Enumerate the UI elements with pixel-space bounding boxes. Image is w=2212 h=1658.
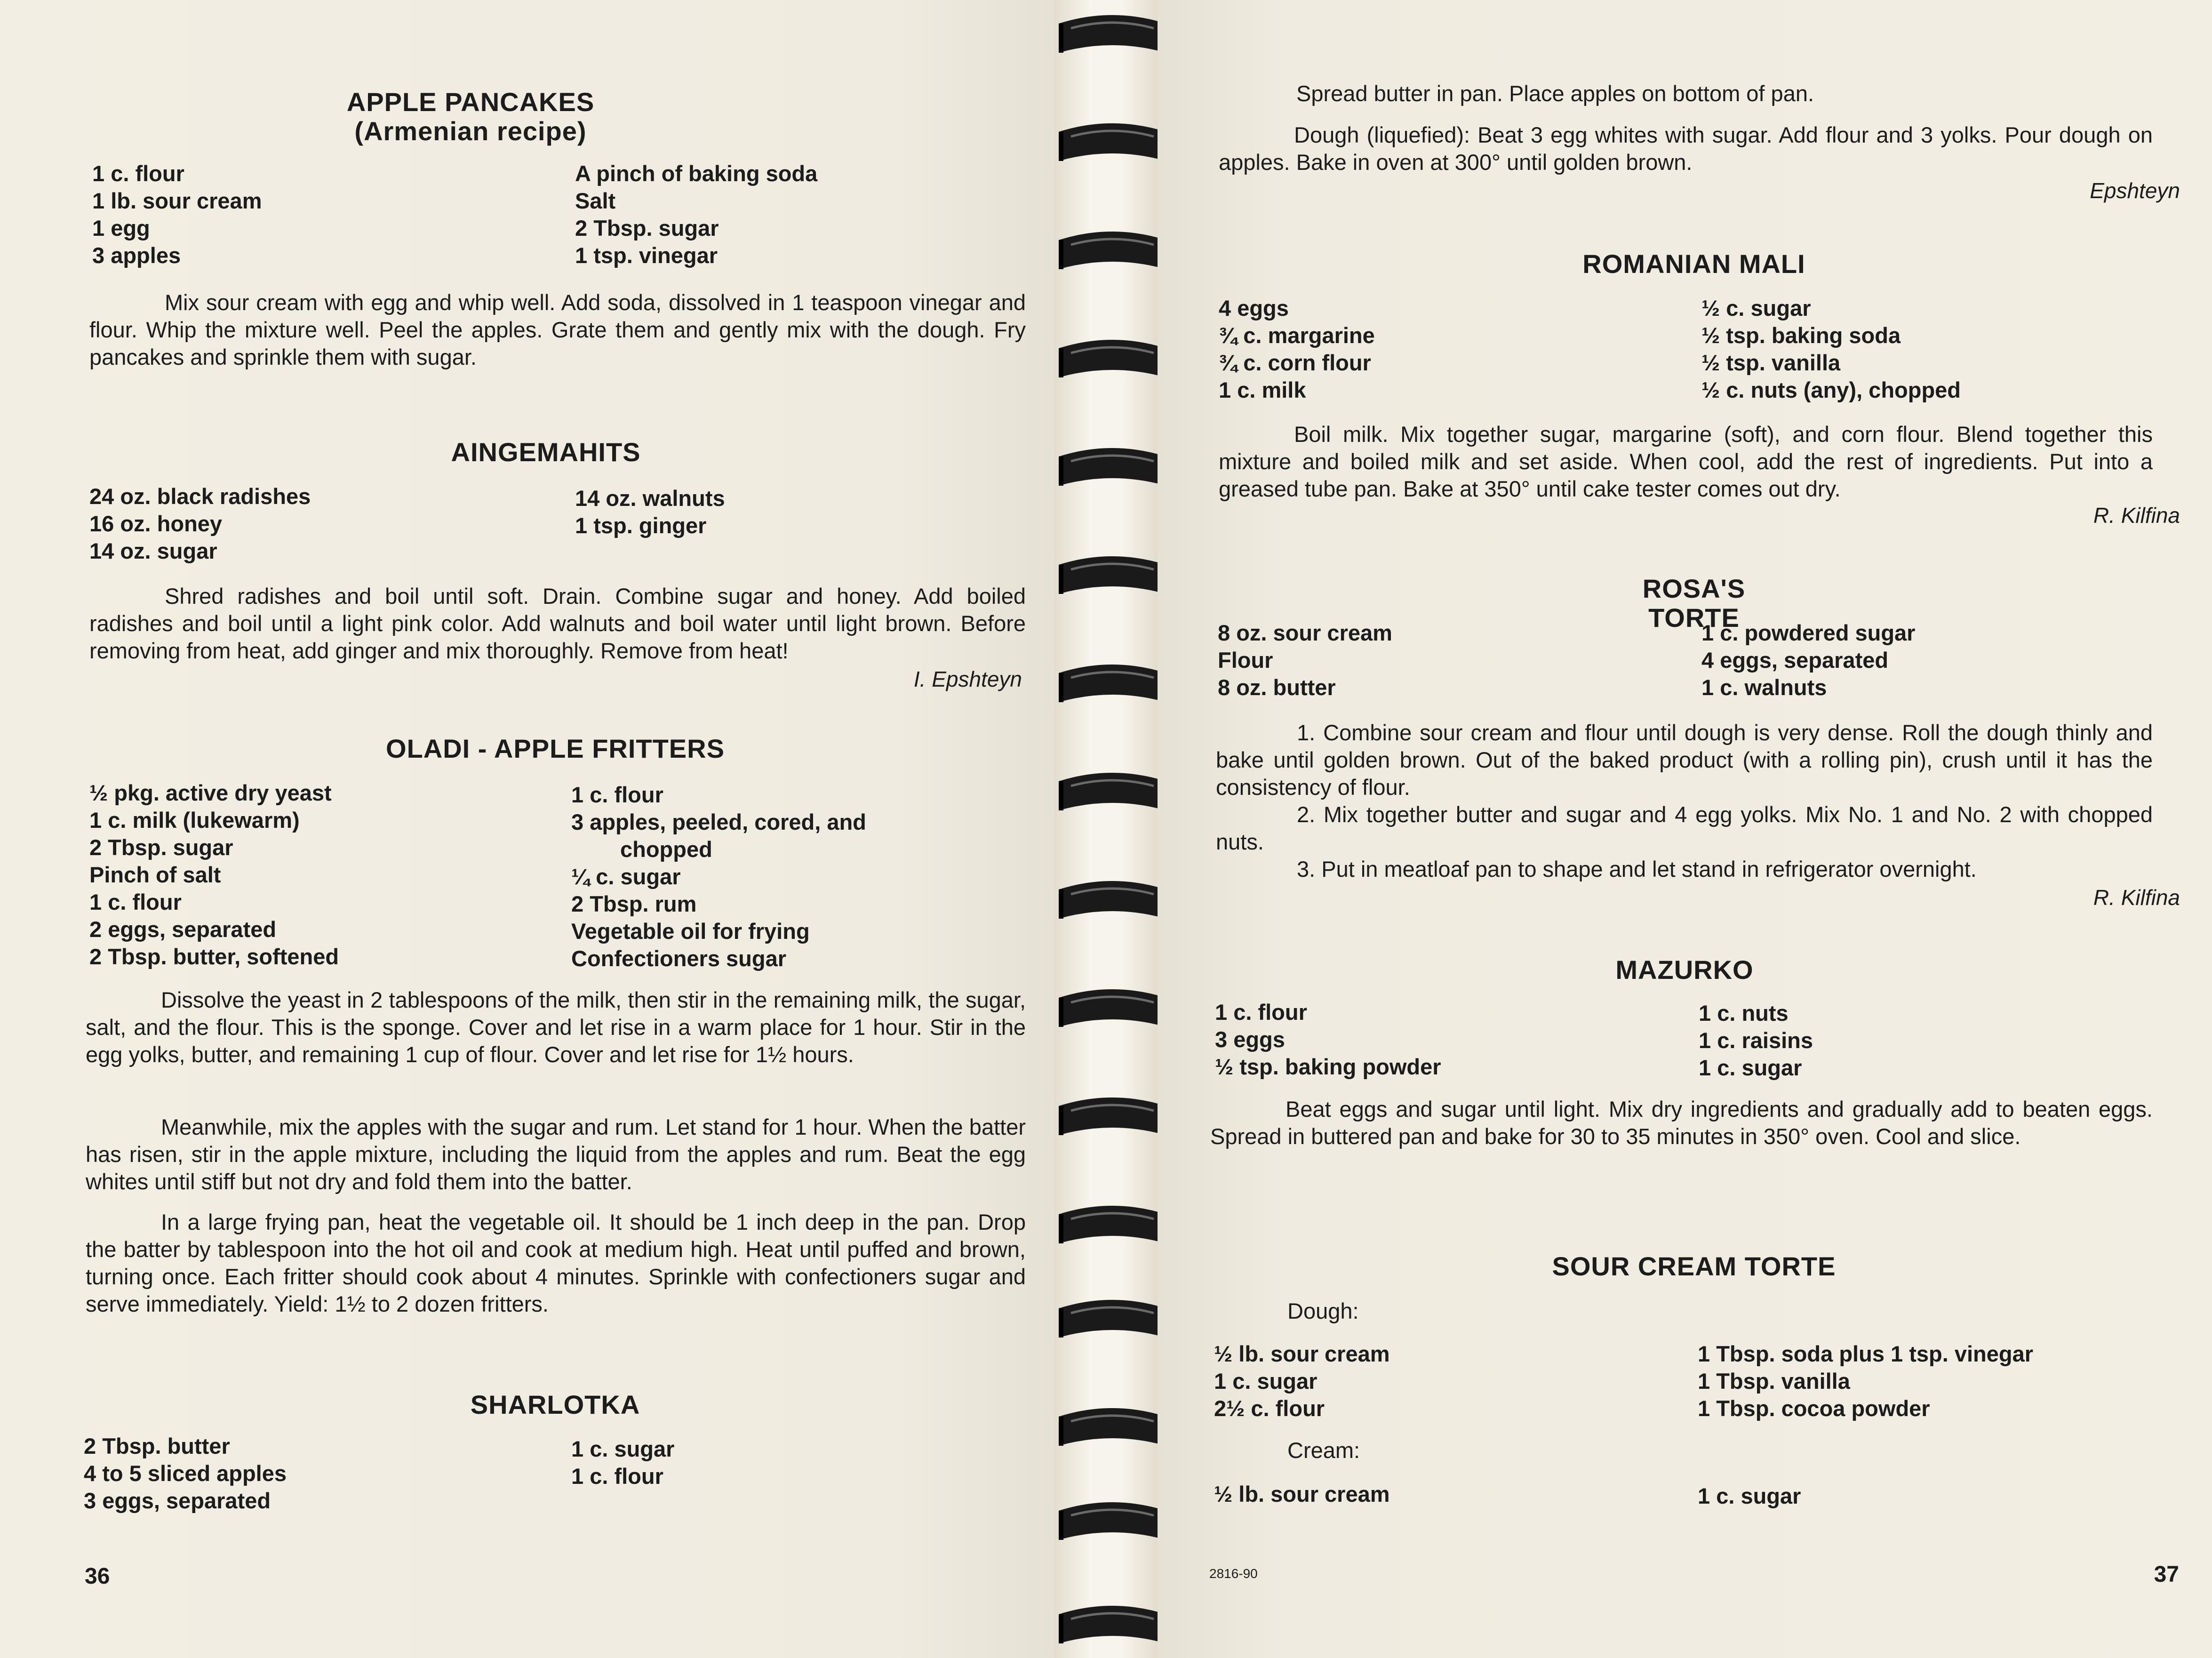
ingredient-item: 2 Tbsp. butter, softened — [89, 944, 339, 969]
directions-text: Shred radishes and boil until soft. Drain. Combine sugar and honey. Add boiled radishes and boil until a light pink color. Add walnuts and boil water until light brown. Before removing from heat, add ginger and mix thoroughly. Remove from heat! — [89, 584, 1026, 663]
ingredient-item: 4 eggs, separated — [1701, 648, 1889, 673]
recipe-credit: I. Epshteyn — [913, 667, 1022, 691]
recipe-directions — [1216, 719, 2153, 801]
page-number: 37 — [2154, 1562, 2179, 1587]
ingredient-item: ½ tsp. baking powder — [1215, 1054, 1441, 1079]
recipe-directions — [1296, 80, 2153, 107]
ingredient-item: Flour — [1218, 648, 1273, 673]
ingredient-list — [1698, 1340, 2033, 1422]
recipe-credit: Epshteyn — [2090, 178, 2180, 203]
ingredient-item: 4 to 5 sliced apples — [84, 1461, 287, 1486]
directions-text: 3. Put in meatloaf pan to shape and let stand in refrigerator overnight. — [1297, 857, 1977, 881]
ingredient-item: 2 Tbsp. rum — [571, 891, 697, 916]
ingredient-item: 1 Tbsp. cocoa powder — [1698, 1396, 1930, 1421]
ingredient-list — [1214, 1340, 1390, 1422]
ingredient-item: 24 oz. black radishes — [89, 484, 311, 509]
binding-coil — [1057, 875, 1168, 927]
ingredient-item: 2 Tbsp. butter — [84, 1434, 230, 1458]
binding-coil — [1057, 1497, 1168, 1548]
directions-text: Beat eggs and sugar until light. Mix dry ingredients and gradually add to beaten eggs. Spread in buttered pan and bake for 30 to 35 minutes in 350° oven. Cool and slice. — [1210, 1097, 2153, 1149]
recipe-title: MAZURKO — [1615, 955, 1754, 985]
binding-coil — [1057, 1402, 1168, 1454]
ingredient-list — [1701, 619, 1915, 701]
recipe-title: ROSA'S TORTE — [1642, 574, 1746, 633]
ingredient-item: 1 c. flour — [571, 782, 663, 807]
binding-coil — [1057, 9, 1168, 61]
ingredient-list — [571, 1435, 674, 1490]
recipe-title: SOUR CREAM TORTE — [1552, 1251, 1836, 1281]
directions-text: Meanwhile, mix the apples with the sugar and rum. Let stand for 1 hour. When the batter has risen, stir in the apple mixture, including the liquid from the apples and rum. Beat the egg whites until stiff but not dry and fold them into the batter. — [86, 1114, 1026, 1194]
binding-coil — [1057, 1294, 1168, 1346]
directions-text: Mix sour cream with egg and whip well. Add soda, dissolved in 1 teaspoon vinegar and flour. Whip the mixture well. Peel the apples. Grate them and gently mix with the dough. Fry pancakes and sprinkle them with sugar. — [89, 290, 1026, 369]
recipe-credit: R. Kilfina — [2093, 503, 2180, 528]
directions-text: Dough (liquefied): Beat 3 egg whites with sugar. Add flour and 3 yolks. Pour dough on apples. Bake in oven at 300° until golden brown. — [1219, 122, 2153, 175]
ingredient-item: 1 c. sugar — [1699, 1055, 1802, 1080]
recipe-title: ROMANIAN MALI — [1582, 249, 1805, 279]
recipe-directions — [1210, 1096, 2153, 1150]
ingredient-item: 3 apples — [92, 243, 181, 268]
ingredient-item: 1 c. flour — [89, 889, 182, 914]
ingredient-item: ½ lb. sour cream — [1214, 1482, 1390, 1506]
ingredient-item: 1 c. powdered sugar — [1701, 620, 1916, 645]
ingredient-item: 4 eggs — [1219, 296, 1289, 320]
dough-label: Dough: — [1287, 1298, 1359, 1323]
binding-coil — [1057, 1092, 1168, 1144]
directions-text: Dissolve the yeast in 2 tablespoons of the milk, then stir in the remaining milk, the sugar, salt, and the flour. This is the sponge. Cover and let rise in a warm place for 1 hour. Stir in the egg yolks, butter, and remaining 1 cup of flour. Cover and let rise for 1½ hours. — [86, 987, 1026, 1067]
ingredient-list — [1215, 999, 1441, 1081]
binding-coil — [1057, 659, 1168, 711]
directions-text: Spread butter in pan. Place apples on bottom of pan. — [1296, 81, 1814, 106]
ingredient-list — [571, 781, 866, 972]
ingredient-item: 1 c. sugar — [1214, 1369, 1318, 1394]
ingredient-item: 1 c. flour — [92, 161, 184, 186]
ingredient-item: 1 c. flour — [1215, 1000, 1307, 1025]
recipe-title — [329, 88, 612, 146]
ingredient-item: 3 eggs, separated — [84, 1488, 271, 1513]
ingredient-list — [575, 485, 725, 539]
ingredient-item: chopped — [620, 837, 712, 862]
ingredient-item: Vegetable oil for frying — [571, 919, 810, 944]
ingredient-item: 1 egg — [92, 216, 150, 240]
ingredient-item: ½ pkg. active dry yeast — [89, 780, 332, 805]
ingredient-item: 3 eggs — [1215, 1027, 1285, 1052]
recipe-directions — [89, 583, 1026, 665]
recipe-title: SHARLOTKA — [470, 1390, 640, 1419]
ingredient-list — [1219, 295, 1375, 404]
ingredient-item: 1 c. sugar — [571, 1436, 675, 1461]
binding-coil — [1057, 334, 1168, 386]
right-page — [1158, 0, 2212, 1658]
ingredient-item: 1 tsp. ginger — [575, 513, 707, 538]
ingredient-item: 1 Tbsp. vanilla — [1698, 1369, 1850, 1394]
binding-coil — [1057, 984, 1168, 1035]
ingredient-item: ¾ c. margarine — [1219, 323, 1375, 348]
recipe-directions — [86, 1209, 1026, 1318]
recipe-directions — [1216, 801, 2153, 856]
ingredient-item: 8 oz. sour cream — [1218, 620, 1392, 645]
ingredient-item: ½ c. nuts (any), chopped — [1701, 377, 1961, 402]
ingredient-item: ½ lb. sour cream — [1214, 1341, 1390, 1366]
binding-coil — [1057, 767, 1168, 819]
ingredient-item: 1 c. raisins — [1699, 1028, 1813, 1053]
ingredient-item: 1 tsp. vinegar — [575, 243, 718, 268]
ingredient-item: 14 oz. sugar — [89, 538, 217, 563]
recipe-credit: R. Kilfina — [2093, 885, 2180, 910]
ingredient-list — [92, 160, 262, 269]
ingredient-list — [89, 483, 311, 565]
ingredient-item: 1 lb. sour cream — [92, 188, 262, 213]
ingredient-item: 1 c. milk — [1219, 377, 1306, 402]
ingredient-item: 1 Tbsp. soda plus 1 tsp. vinegar — [1698, 1341, 2034, 1366]
binding-coil — [1057, 442, 1168, 494]
recipe-directions — [1219, 421, 2153, 503]
recipe-directions — [1219, 121, 2153, 176]
ingredient-item: 2 Tbsp. sugar — [575, 216, 719, 240]
ingredient-item: Confectioners sugar — [571, 946, 787, 971]
ingredient-list — [89, 779, 339, 970]
recipe-directions — [1216, 856, 2153, 883]
recipe-title: OLADI - APPLE FRITTERS — [386, 734, 725, 763]
ingredient-item: 1 c. walnuts — [1701, 675, 1827, 700]
recipe-directions — [86, 1113, 1026, 1195]
binding-coil — [1057, 118, 1168, 169]
ingredient-item: A pinch of baking soda — [575, 161, 818, 186]
ingredient-item: 2½ c. flour — [1214, 1396, 1325, 1421]
recipe-title: AINGEMAHITS — [451, 437, 641, 467]
ingredient-item: ¼ c. sugar — [571, 864, 681, 889]
ingredient-item: 1 c. flour — [571, 1464, 663, 1489]
ingredient-list — [575, 160, 817, 269]
ingredient-item: 14 oz. walnuts — [575, 486, 725, 511]
ingredient-item: ¾ c. corn flour — [1219, 350, 1371, 375]
left-page — [0, 0, 1054, 1658]
recipe-directions — [86, 986, 1026, 1068]
directions-text: In a large frying pan, heat the vegetable oil. It should be 1 inch deep in the pan. Drop the batter by tablespoon into the hot oil and cook at medium high. Heat until puffed and brown, turning once. Each fritter should cook about 4 minutes. Sprinkle with confectioners sugar and serve immediately. Yield: 1½ to 2 dozen fritters. — [86, 1209, 1026, 1316]
ingredient-item: 8 oz. butter — [1218, 675, 1336, 700]
ingredient-list — [1701, 295, 1961, 404]
ingredient-item: 2 Tbsp. sugar — [89, 835, 233, 860]
binding-coil — [1057, 1200, 1168, 1252]
binding-coil — [1057, 1600, 1168, 1652]
ingredient-item: ½ c. sugar — [1701, 296, 1811, 320]
ingredient-item: Pinch of salt — [89, 862, 221, 887]
binding-coil — [1057, 226, 1168, 278]
recipe-directions — [89, 289, 1026, 371]
ingredient-item: 3 apples, peeled, cored, and — [571, 809, 866, 834]
directions-text: 1. Combine sour cream and flour until dough is very dense. Roll the dough thinly and bake until golden brown. Out of the baked product (with a rolling pin), crush until it has the consistency of flour. — [1216, 720, 2153, 800]
ingredient-item: 2 eggs, separated — [89, 917, 277, 942]
ingredient-list — [1218, 619, 1392, 701]
ingredient-item: ½ tsp. vanilla — [1701, 350, 1841, 375]
apple-pancakes-subtitle: (Armenian recipe) — [354, 116, 587, 146]
ingredient-item: 1 c. sugar — [1698, 1483, 1801, 1508]
cream-label: Cream: — [1287, 1438, 1360, 1463]
directions-text: Boil milk. Mix together sugar, margarine (soft), and corn flour. Blend together this mixture and boiled milk and set aside. When cool, add the rest of ingredients. Put into a greased tube pan. Bake at 350° until cake tester comes out dry. — [1219, 422, 2153, 501]
directions-text: 2. Mix together butter and sugar and 4 egg yolks. Mix No. 1 and No. 2 with chopped nuts. — [1216, 802, 2153, 854]
print-code: 2816-90 — [1209, 1566, 1258, 1581]
page-number: 36 — [85, 1564, 110, 1589]
ingredient-item: 1 c. nuts — [1699, 1001, 1789, 1025]
binding-coil — [1057, 551, 1168, 602]
ingredient-item: ½ tsp. baking soda — [1701, 323, 1901, 348]
apple-pancakes-title: APPLE PANCAKES — [346, 87, 595, 117]
ingredient-item: 16 oz. honey — [89, 511, 223, 536]
ingredient-list — [1699, 1000, 1813, 1081]
ingredient-item: Salt — [575, 188, 616, 213]
ingredient-list — [84, 1433, 287, 1514]
ingredient-item: 1 c. milk (lukewarm) — [89, 808, 300, 833]
